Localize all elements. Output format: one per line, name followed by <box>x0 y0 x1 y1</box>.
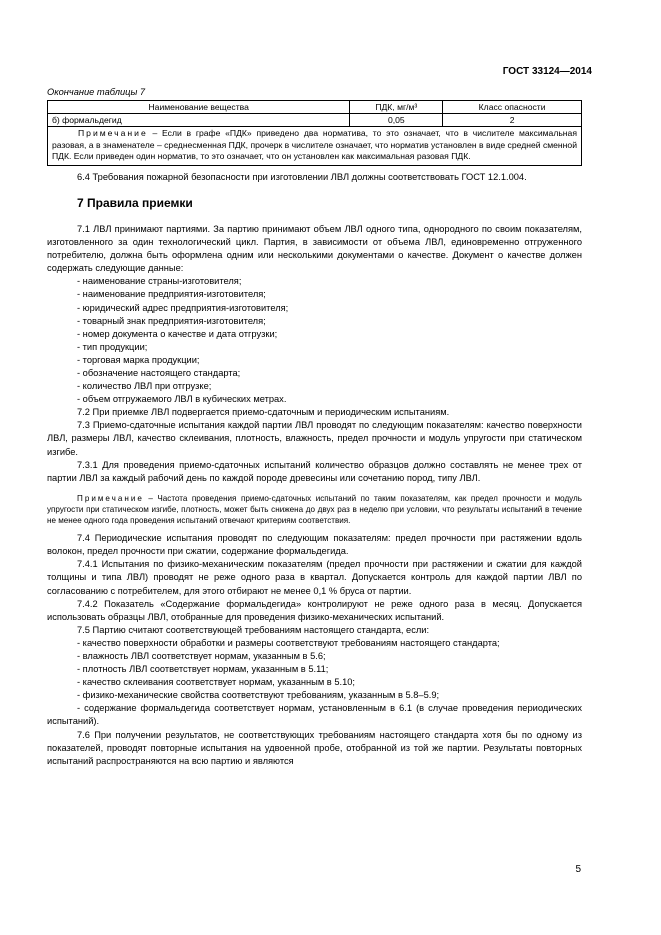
list-item: - товарный знак предприятия-изготовителя; <box>77 315 266 326</box>
table-row <box>48 114 582 127</box>
list-item: - качество склеивания соответствует нормам, указанным в 5.10; <box>77 677 356 688</box>
list-item: - влажность ЛВЛ соответствует нормам, указанным в 5.6; <box>77 650 326 661</box>
paragraph-7-1: 7.1 ЛВЛ принимают партиями. За партию принимают объем ЛВЛ одного типа, однородного по своим показателям, изготовленного за один технологический цикл. Партия, в зависимости от объема ЛВЛ, единовременно отгруженного потребителю, должна быть оформлена одним или несколькими документами о качестве. Документ о качестве должен содержать следующие данные: <box>47 223 582 274</box>
list-item: - плотность ЛВЛ соответствует нормам, указанным в 5.11; <box>77 664 329 675</box>
page-content <box>47 86 582 768</box>
table-note-row <box>48 127 582 166</box>
standard-header: ГОСТ 33124—2014 <box>502 66 592 77</box>
paragraph-7-5: 7.5 Партию считают соответствующей требованиям настоящего стандарта, если: <box>77 624 430 635</box>
list-item: - номер документа о качестве и дата отгрузки; <box>77 328 278 339</box>
list-7-5 <box>47 637 582 729</box>
paragraph-7-2: 7.2 При приемке ЛВЛ подвергается приемо-сдаточным и периодическим испытаниям. <box>77 407 450 418</box>
paragraph-7-3: 7.3 Приемо-сдаточные испытания каждой партии ЛВЛ проводят по следующим показателям: качество поверхности ЛВЛ, размеры ЛВЛ, качество склеивания, плотность, влажность, предел прочности и модуль упругости при статическом изгибе. <box>47 420 582 457</box>
list-item: - физико-механические свойства соответствуют требованиям, указанным в 5.8–5.9; <box>77 690 440 701</box>
paragraph-7-3-1: 7.3.1 Для проведения приемо-сдаточных испытаний количество образцов должно составлять не менее трех от партии ЛВЛ за каждый рабочий день по каждой породе древесины или сочетанию пород, типу ЛВЛ. <box>47 459 582 483</box>
list-item: - тип продукции; <box>77 341 148 352</box>
table-7 <box>47 100 582 166</box>
note-text: – Если в графе «ПДК» приведено два норматива, то это означает, что в числителе максимальная разовая, а в знаменателе – среднесменная ПДК, прочерк в числителе означает, что норматив установлен в виде средней сменной ПДК. Если приведен один норматив, то это означает, что он установлен как максимальная разовая ПДК. <box>52 128 577 162</box>
list-7-1 <box>47 275 582 406</box>
list-item: - наименование страны-изготовителя; <box>77 276 242 287</box>
list-item: - торговая марка продукции; <box>77 354 200 365</box>
paragraph-7-4-2: 7.4.2 Показатель «Содержание формальдегида» контролируют не реже одного раза в месяц. Допускается использовать образцы ЛВЛ, отобранные для проведения физико-механических испытаний. <box>47 598 582 622</box>
table-caption: Окончание таблицы 7 <box>47 87 146 97</box>
list-item: - наименование предприятия-изготовителя; <box>77 289 266 300</box>
list-item: - юридический адрес предприятия-изготовителя; <box>77 302 289 313</box>
paragraph-6-4: 6.4 Требования пожарной безопасности при изготовлении ЛВЛ должны соответствовать ГОСТ 12.1.004. <box>77 171 527 182</box>
note-label: Примечание <box>77 493 144 503</box>
section-title: 7 Правила приемки <box>77 195 193 210</box>
note-label: Примечание <box>78 128 148 139</box>
list-item: - обозначение настоящего стандарта; <box>77 368 241 378</box>
paragraph-7-6: 7.6 При получении результатов, не соответствующих требованиям настоящего стандарта хотя бы по одному из показателей, проводят повторные испытания на удвоенной пробе, отобранной из той же партии. Результаты повторных испытаний распространяются на всю партию и являются <box>47 729 582 766</box>
list-item: - объем отгружаемого ЛВЛ в кубических метрах. <box>77 394 287 405</box>
cell-hazard-class: 2 <box>443 114 582 127</box>
note-text: – Частота проведения приемо-сдаточных испытаний по таким показателям, как предел прочности и модуль упругости при статическом изгибе, плотность, может быть снижена до двух раз в неделю при условии, что результаты испытаний в течение не менее одного года проведения испытаний отвечают критериям соответствия. <box>47 493 582 526</box>
paragraph-7-4: 7.4 Периодические испытания проводят по следующим показателям: предел прочности при растяжении вдоль волокон, предел прочности при сжатии, содержание формальдегида. <box>47 533 582 557</box>
page-number: 5 <box>575 864 581 875</box>
table-header-row <box>48 101 582 114</box>
header-substance: Наименование вещества <box>48 101 350 114</box>
list-item: - содержание формальдегида соответствует нормам, установленным в 6.1 (в случае проведения периодических испытаний). <box>47 703 582 727</box>
table-note <box>48 127 582 166</box>
paragraph-7-4-1: 7.4.1 Испытания по физико-механическим показателям (предел прочности при растяжении и сжатии для каждой толщины и типа ЛВЛ) проводят не реже одного раза в квартал. Допускается контроль для каждой партии ЛВЛ по согласованию с потребителем, для этого отбирают не менее 0,1 % бруса от партии. <box>47 559 582 596</box>
cell-pdk: 0,05 <box>350 114 443 127</box>
list-item: - качество поверхности обработки и размеры соответствуют требованиям настоящего стандарта; <box>77 637 500 648</box>
header-hazard-class: Класс опасности <box>443 101 582 114</box>
list-item: - количество ЛВЛ при отгрузке; <box>77 381 212 392</box>
cell-substance: б) формальдегид <box>48 114 350 127</box>
header-pdk: ПДК, мг/м³ <box>350 101 443 114</box>
note-acceptance-frequency <box>47 493 582 526</box>
